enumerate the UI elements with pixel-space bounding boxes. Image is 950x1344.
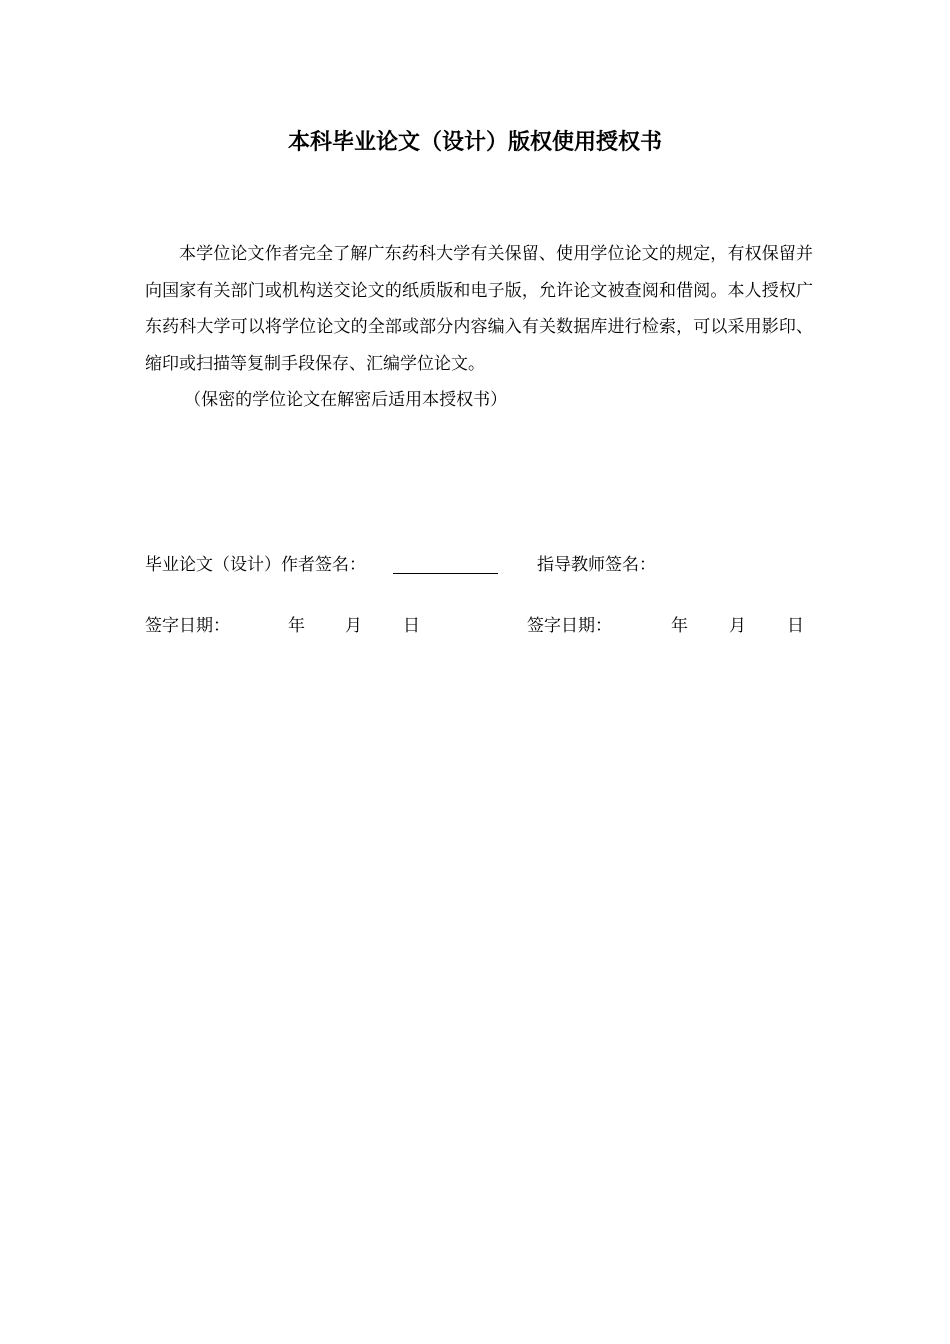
page-title: 本科毕业论文（设计）版权使用授权书 [287, 130, 662, 155]
advisor-date-label: 签字日期： [527, 616, 612, 636]
authorization-body [145, 236, 813, 419]
author-date-month: 月 [345, 616, 362, 636]
advisor-signature-label: 指导教师签名： [537, 555, 656, 575]
author-date-year: 年 [288, 616, 305, 636]
author-signature-line [393, 573, 498, 574]
advisor-date-month: 月 [729, 616, 746, 636]
authorization-paragraph: 本学位论文作者完全了解广东药科大学有关保留、使用学位论文的规定，有权保留并向国家有关部门或机构送交论文的纸质版和电子版，允许论文被查阅和借阅。本人授权广东药科大学可以将学位论文的全部或部分内容编入有关数据库进行检索，可以采用影印、缩印或扫描等复制手段保存、汇编学位论文。 [145, 244, 813, 374]
confidential-note: （保密的学位论文在解密后适用本授权书） [184, 390, 508, 410]
author-date-label: 签字日期： [145, 616, 230, 636]
author-date-day: 日 [403, 616, 420, 636]
advisor-date-year: 年 [671, 616, 688, 636]
author-signature-label: 毕业论文（设计）作者签名： [145, 555, 366, 575]
advisor-date-day: 日 [787, 616, 804, 636]
